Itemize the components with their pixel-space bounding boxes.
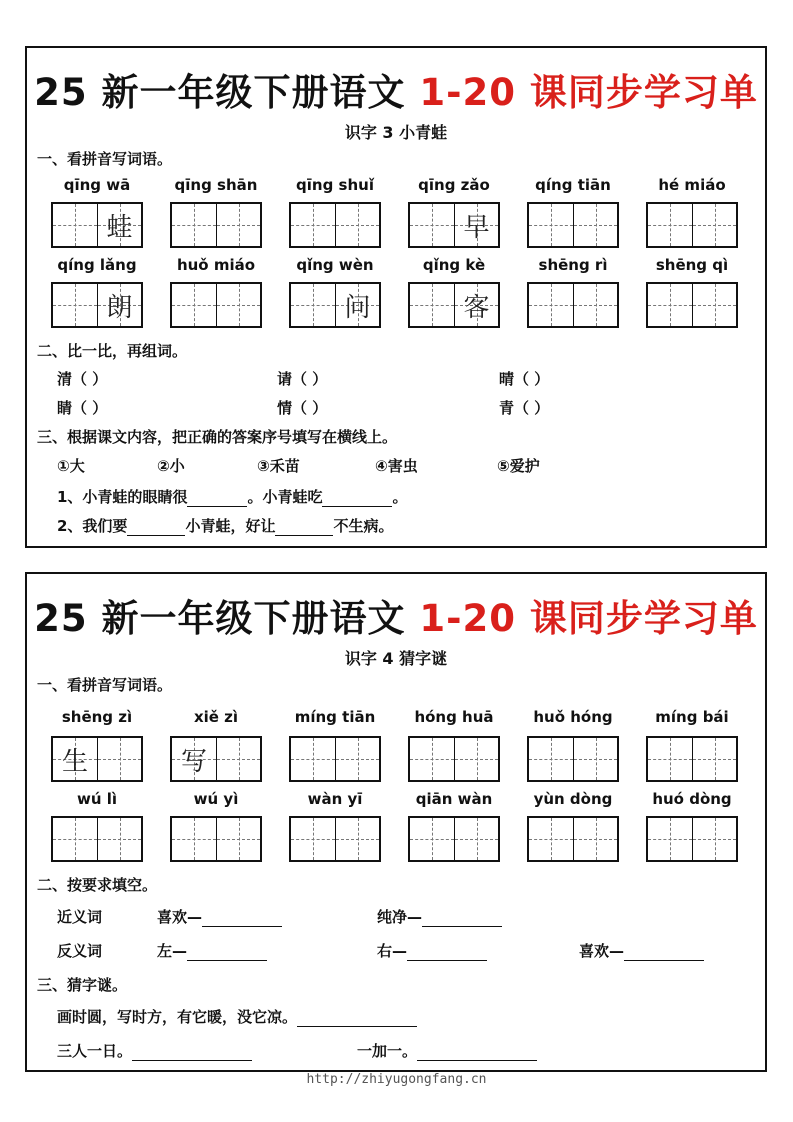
- tianzige-cell[interactable]: [216, 204, 260, 246]
- answer-blank[interactable]: [297, 1011, 417, 1027]
- tianzige-writing-box[interactable]: [646, 816, 738, 862]
- answer-blank[interactable]: [202, 911, 282, 927]
- compare-item: 青（ ）: [499, 399, 550, 417]
- hint-character: [455, 818, 498, 860]
- tianzige-writing-box[interactable]: [646, 736, 738, 782]
- hint-character: [410, 284, 454, 326]
- hint-character: [648, 204, 692, 246]
- tianzige-cell[interactable]: [454, 738, 498, 780]
- hint-character: [336, 204, 379, 246]
- tianzige-cell[interactable]: [648, 738, 692, 780]
- pinyin-label: qiān wàn: [415, 790, 493, 808]
- hint-character: 客: [463, 292, 490, 323]
- pinyin-label: qīng shān: [174, 176, 258, 194]
- riddle-text: 三人一日。: [57, 1042, 133, 1060]
- option-item: ①大: [57, 457, 85, 475]
- pinyin-label: hé miáo: [658, 176, 726, 194]
- hint-character: [648, 818, 692, 860]
- tianzige-cell[interactable]: [335, 818, 379, 860]
- tianzige-writing-box[interactable]: [408, 816, 500, 862]
- tianzige-cell[interactable]: [172, 284, 216, 326]
- hint-character: [172, 284, 216, 326]
- pinyin-label: shēng zì: [61, 708, 133, 726]
- tianzige-writing-box[interactable]: [289, 736, 381, 782]
- answer-blank[interactable]: [132, 1045, 252, 1061]
- hint-character: [529, 818, 573, 860]
- pinyin-label: yùn dòng: [533, 790, 613, 808]
- hint-character: [693, 284, 736, 326]
- tianzige-cell[interactable]: [172, 738, 216, 780]
- tianzige-cell[interactable]: [291, 204, 335, 246]
- hint-character: [410, 818, 454, 860]
- title-black-part: 25 新一年级下册语文: [34, 71, 420, 114]
- riddle-2: [57, 1040, 252, 1061]
- tianzige-writing-box[interactable]: [527, 282, 619, 328]
- compare-item: 睛（ ）: [57, 399, 108, 417]
- hint-character: [455, 738, 498, 780]
- tianzige-cell[interactable]: [573, 284, 617, 326]
- title-red-part: 1-20 课同步学习单: [419, 71, 758, 114]
- compare-item: 晴（ ）: [499, 370, 550, 388]
- pinyin-label: huǒ miáo: [176, 256, 256, 274]
- hint-character: [291, 284, 335, 326]
- riddle-text: 一加一。: [357, 1042, 418, 1060]
- antonym-item: [579, 940, 704, 961]
- answer-blank[interactable]: [322, 491, 392, 507]
- pinyin-label: huó dòng: [652, 790, 732, 808]
- pinyin-label: wàn yī: [307, 790, 363, 808]
- tianzige-cell[interactable]: [410, 284, 454, 326]
- hint-character: [693, 204, 736, 246]
- tianzige-cell[interactable]: [648, 204, 692, 246]
- tianzige-writing-box[interactable]: [408, 202, 500, 248]
- pinyin-label: qíng lǎng: [57, 256, 137, 274]
- pinyin-label: xiě zì: [193, 708, 239, 726]
- hint-character: [217, 738, 260, 780]
- hint-character: [574, 284, 617, 326]
- section-2-heading: 二、比一比，再组词。: [37, 342, 188, 360]
- hint-character: [291, 204, 335, 246]
- antonym-word: 右—: [377, 942, 408, 960]
- antonym-word: 左—: [157, 942, 188, 960]
- question-1: [57, 486, 407, 507]
- synonym-word: 喜欢—: [157, 908, 203, 926]
- tianzige-cell[interactable]: [692, 818, 736, 860]
- tianzige-writing-box[interactable]: [527, 202, 619, 248]
- compare-item: 情（ ）: [277, 399, 328, 417]
- synonym-label: 近义词: [57, 908, 103, 926]
- tianzige-writing-box[interactable]: [289, 282, 381, 328]
- answer-blank[interactable]: [127, 520, 185, 536]
- hint-character: [693, 738, 736, 780]
- pinyin-label: qíng tiān: [535, 176, 611, 194]
- hint-character: [172, 204, 216, 246]
- tianzige-cell[interactable]: [291, 284, 335, 326]
- pinyin-label: qǐng kè: [422, 256, 486, 274]
- tianzige-cell[interactable]: [53, 738, 97, 780]
- pinyin-label: qǐng wèn: [296, 256, 374, 274]
- tianzige-cell[interactable]: [335, 738, 379, 780]
- hint-character: [529, 284, 573, 326]
- option-item: ⑤爱护: [497, 457, 540, 475]
- pinyin-label: qīng wā: [63, 176, 131, 194]
- hint-character: 朗: [106, 292, 133, 323]
- tianzige-cell[interactable]: [172, 818, 216, 860]
- tianzige-cell[interactable]: [692, 738, 736, 780]
- compare-item: 清（ ）: [57, 370, 108, 388]
- tianzige-writing-box[interactable]: [170, 202, 262, 248]
- answer-blank[interactable]: [407, 945, 487, 961]
- option-item: ④害虫: [375, 457, 418, 475]
- hint-character: [291, 818, 335, 860]
- section-1-heading: 一、看拼音写词语。: [37, 150, 173, 168]
- tianzige-writing-box[interactable]: [170, 736, 262, 782]
- tianzige-cell[interactable]: [410, 818, 454, 860]
- tianzige-cell[interactable]: [216, 738, 260, 780]
- tianzige-cell[interactable]: [454, 818, 498, 860]
- tianzige-cell[interactable]: [97, 204, 141, 246]
- hint-character: [53, 204, 97, 246]
- synonym-item: [377, 906, 502, 927]
- hint-character: [217, 204, 260, 246]
- hint-character: 问: [344, 292, 371, 323]
- hint-character: [336, 818, 379, 860]
- tianzige-cell[interactable]: [529, 818, 573, 860]
- hint-character: [291, 738, 335, 780]
- hint-character: 写: [180, 746, 207, 777]
- question-text: 。: [392, 488, 408, 506]
- pinyin-label: míng bái: [655, 708, 729, 726]
- tianzige-cell[interactable]: [97, 818, 141, 860]
- antonym-item: [377, 940, 487, 961]
- antonym-label: 反义词: [57, 942, 103, 960]
- option-item: ②小: [157, 457, 185, 475]
- pinyin-label: shēng rì: [538, 256, 608, 274]
- source-url-footer: http://zhiyugongfang.cn: [306, 1072, 487, 1087]
- hint-character: 生: [61, 746, 88, 777]
- pinyin-label: wú yì: [193, 790, 239, 808]
- tianzige-cell[interactable]: [410, 204, 454, 246]
- answer-blank[interactable]: [187, 491, 247, 507]
- answer-blank[interactable]: [422, 911, 502, 927]
- compare-item: 请（ ）: [277, 370, 328, 388]
- tianzige-writing-box[interactable]: [289, 202, 381, 248]
- lesson-subtitle: 识字 3 小青蛙: [344, 123, 448, 142]
- hint-character: [98, 818, 141, 860]
- pinyin-label: wú lì: [76, 790, 118, 808]
- hint-character: [574, 818, 617, 860]
- answer-blank[interactable]: [417, 1045, 537, 1061]
- hint-character: [53, 284, 97, 326]
- tianzige-cell[interactable]: [335, 204, 379, 246]
- question-2: [57, 515, 393, 536]
- tianzige-writing-box[interactable]: [646, 282, 738, 328]
- sheet1-title: [27, 62, 765, 116]
- tianzige-writing-box[interactable]: [527, 736, 619, 782]
- title-black-part: 25 新一年级下册语文: [34, 597, 420, 640]
- tianzige-cell[interactable]: [172, 204, 216, 246]
- tianzige-writing-box[interactable]: [51, 202, 143, 248]
- worksheet-card-2: [25, 572, 767, 1072]
- tianzige-cell[interactable]: [97, 284, 141, 326]
- tianzige-writing-box[interactable]: [646, 202, 738, 248]
- tianzige-writing-box[interactable]: [527, 816, 619, 862]
- hint-character: [574, 204, 617, 246]
- antonym-item: [157, 940, 267, 961]
- title-red-part: 1-20 课同步学习单: [419, 597, 758, 640]
- synonym-word: 纯净—: [377, 908, 423, 926]
- tianzige-cell[interactable]: [529, 284, 573, 326]
- pinyin-label: hóng huā: [414, 708, 494, 726]
- antonym-word: 喜欢—: [579, 942, 625, 960]
- tianzige-cell[interactable]: [529, 738, 573, 780]
- tianzige-writing-box[interactable]: [51, 816, 143, 862]
- tianzige-cell[interactable]: [648, 284, 692, 326]
- tianzige-cell[interactable]: [216, 818, 260, 860]
- tianzige-writing-box[interactable]: [408, 736, 500, 782]
- question-text: 不生病。: [333, 517, 394, 535]
- sheet2-title: [27, 588, 765, 642]
- hint-character: [410, 204, 454, 246]
- tianzige-cell[interactable]: [454, 204, 498, 246]
- hint-character: [410, 738, 454, 780]
- tianzige-writing-box[interactable]: [289, 816, 381, 862]
- tianzige-cell[interactable]: [53, 284, 97, 326]
- hint-character: [336, 738, 379, 780]
- tianzige-writing-box[interactable]: [170, 816, 262, 862]
- answer-blank[interactable]: [275, 520, 333, 536]
- hint-character: [217, 284, 260, 326]
- answer-blank[interactable]: [187, 945, 267, 961]
- question-text: 2、我们要: [57, 517, 128, 535]
- tianzige-cell[interactable]: [335, 284, 379, 326]
- riddle-3: [357, 1040, 537, 1061]
- tianzige-cell[interactable]: [648, 818, 692, 860]
- riddle-1: [57, 1006, 417, 1027]
- tianzige-cell[interactable]: [410, 738, 454, 780]
- section-3-heading: 三、猜字谜。: [37, 976, 128, 994]
- synonym-item: [157, 906, 282, 927]
- hint-character: [693, 818, 736, 860]
- hint-character: [574, 738, 617, 780]
- worksheet-card-1: [25, 46, 767, 548]
- tianzige-cell[interactable]: [454, 284, 498, 326]
- question-text: 。小青蛙吃: [247, 488, 323, 506]
- tianzige-cell[interactable]: [573, 738, 617, 780]
- answer-blank[interactable]: [624, 945, 704, 961]
- tianzige-cell[interactable]: [291, 818, 335, 860]
- hint-character: [529, 204, 573, 246]
- tianzige-cell[interactable]: [97, 738, 141, 780]
- section-2-heading: 二、按要求填空。: [37, 876, 158, 894]
- hint-character: 蛙: [106, 212, 133, 243]
- tianzige-writing-box[interactable]: [51, 282, 143, 328]
- pinyin-label: shēng qì: [655, 256, 729, 274]
- tianzige-cell[interactable]: [692, 204, 736, 246]
- tianzige-writing-box[interactable]: [408, 282, 500, 328]
- tianzige-writing-box[interactable]: [170, 282, 262, 328]
- tianzige-cell[interactable]: [573, 818, 617, 860]
- pinyin-label: huǒ hóng: [533, 708, 613, 726]
- pinyin-label: míng tiān: [294, 708, 376, 726]
- section-1-heading: 一、看拼音写词语。: [37, 676, 173, 694]
- question-text: 1、小青蛙的眼睛很: [57, 488, 188, 506]
- hint-character: [648, 738, 692, 780]
- pinyin-label: qīng zǎo: [418, 176, 490, 194]
- option-item: ③禾苗: [257, 457, 300, 475]
- hint-character: [98, 738, 141, 780]
- hint-character: [53, 818, 97, 860]
- question-text: 小青蛙，好让: [185, 517, 276, 535]
- tianzige-cell[interactable]: [692, 284, 736, 326]
- lesson-subtitle: 识字 4 猜字谜: [344, 649, 448, 668]
- tianzige-cell[interactable]: [216, 284, 260, 326]
- tianzige-cell[interactable]: [573, 204, 617, 246]
- hint-character: 早: [463, 212, 490, 243]
- tianzige-cell[interactable]: [53, 204, 97, 246]
- hint-character: [648, 284, 692, 326]
- tianzige-cell[interactable]: [529, 204, 573, 246]
- section-3-heading: 三、根据课文内容，把正确的答案序号填写在横线上。: [37, 428, 398, 446]
- tianzige-cell[interactable]: [291, 738, 335, 780]
- tianzige-cell[interactable]: [53, 818, 97, 860]
- tianzige-writing-box[interactable]: [51, 736, 143, 782]
- riddle-text: 画时圆，写时方，有它暖，没它凉。: [57, 1008, 298, 1026]
- pinyin-label: qīng shuǐ: [296, 176, 374, 194]
- hint-character: [529, 738, 573, 780]
- hint-character: [217, 818, 260, 860]
- hint-character: [172, 818, 216, 860]
